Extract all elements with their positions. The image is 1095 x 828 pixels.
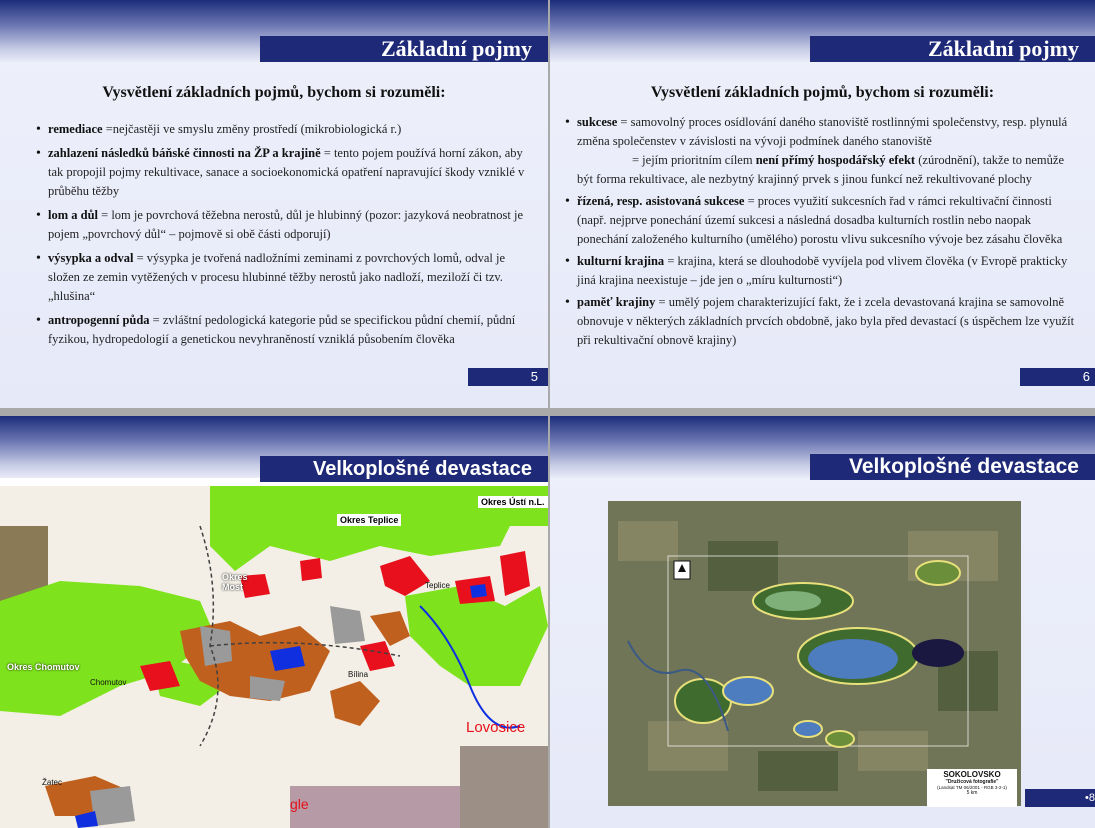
slide-5 xyxy=(0,0,548,408)
list-item: • řízená, resp. asistovaná sukcese = proces využití sukcesních řad v rámci rekultivační činnosti (např. nejprve ponechání území sukcesi a následná dosadba kulturních rostlin nebo naopak ponechání založeného kulturního (umělého) porostu vlivu sukcesního vývoje bez zásahu člověka xyxy=(565,192,1075,249)
map-label-zatec: Žatec xyxy=(42,778,63,787)
list-item: • remediace =nejčastěji ve smyslu změny prostředí (mikrobiologická r.) xyxy=(36,120,526,139)
slide-8 xyxy=(550,416,1095,828)
land-use-map xyxy=(0,486,548,828)
list-item: • lom a důl = lom je povrchová těžebna nerostů, důl je hlubinný (pozor: jazyková neobratnost je pojem „povrchový důl“ – pojmově si obě části odporují) xyxy=(36,206,526,244)
legend-subtitle: "Družicová fotografie" xyxy=(945,779,999,785)
list-item: • zahlazení následků báňské činnosti na ŽP a krajině = tento pojem používá horní zákon, aby tak propojil pojmy rekultivace, sanace a socioekonomická opatření napravující škody vzniklé v průběhu těžby xyxy=(36,144,526,201)
map-label-okres-teplice: Okres Teplice xyxy=(337,514,401,526)
slide-6 xyxy=(550,0,1095,408)
term-list xyxy=(565,113,1075,355)
map-label-bilina: Bílina xyxy=(348,670,369,679)
list-item: • výsypka a odval = výsypka je tvořená nadložními zeminami z povrchových lomů, odval je složen ze zemin vytěžených v procesu hlubinné těžby nerostů jako nadloží, meziloží či tzv. „hlušina“ xyxy=(36,249,526,306)
slide-subtitle: Vysvětlení základních pojmů, bychom si rozuměli: xyxy=(650,84,995,101)
satellite-photo xyxy=(608,501,1021,806)
map-label-okres-chomutov: Okres Chomutov xyxy=(7,662,80,672)
page-number: •8 xyxy=(1025,789,1095,807)
map-label-gle: gle xyxy=(290,796,309,812)
slide-7 xyxy=(0,416,548,828)
page-number: 5 xyxy=(468,368,548,386)
list-item: • sukcese = samovolný proces osídlování daného stanoviště rostlinnými společenstvy, resp. plynulá změna společenstev v závislosti na vývoji podmínek daného stanoviště = jejím prioritním cílem není přímý hospodářský efekt (zúrodnění), takže to nemůže být forma rekultivace, ale nezbytný krajinný prvek s jinou funkcí než rekultivované plochy xyxy=(565,113,1075,189)
slide-title: Velkoplošné devastace xyxy=(810,454,1095,480)
map-label-okres-usti: Okres Ústí n.L. xyxy=(478,496,548,508)
map-label-okres-most: Okres Most xyxy=(222,572,248,592)
slide-title: Velkoplošné devastace xyxy=(260,456,548,482)
slide-subtitle: Vysvětlení základních pojmů, bychom si rozuměli: xyxy=(102,84,446,101)
list-item: • kulturní krajina = krajina, která se dlouhodobě vyvíjela pod vlivem člověka (v Evropě prakticky jiná krajina neexistuje – jde jen o „míru kulturnosti“) xyxy=(565,252,1075,290)
list-item: • paměť krajiny = umělý pojem charakterizující fakt, že i zcela devastovaná krajina se samovolně obnovuje v některých základních prvcích obdobně, jako byla před devastací (s úspěchem lze využít při rekultivační obnově krajiny) xyxy=(565,293,1075,350)
list-item: • antropogenní půda = zvláštní pedologická kategorie půd se specifickou půdní chemií, půdní fyzikou, hydropedologií a genetickou nevyhraněností vzniklá působením člověka xyxy=(36,311,526,349)
map-label-lovosice: Lovosice xyxy=(466,719,526,736)
map-label-teplice: Teplice xyxy=(425,581,450,590)
legend-line: (Landsat TM 06/2001 - RGB 3-2-1) xyxy=(937,785,1007,790)
legend-title: SOKOLOVSKO xyxy=(943,770,1001,779)
legend-scale: 5 km xyxy=(966,790,978,796)
slide-title: Základní pojmy xyxy=(260,36,548,62)
photo-legend xyxy=(927,769,1017,807)
term-list xyxy=(36,120,526,354)
slide-title: Základní pojmy xyxy=(810,36,1095,62)
map-label-chomutov: Chomutov xyxy=(90,678,127,687)
page-number: 6 xyxy=(1020,368,1095,386)
